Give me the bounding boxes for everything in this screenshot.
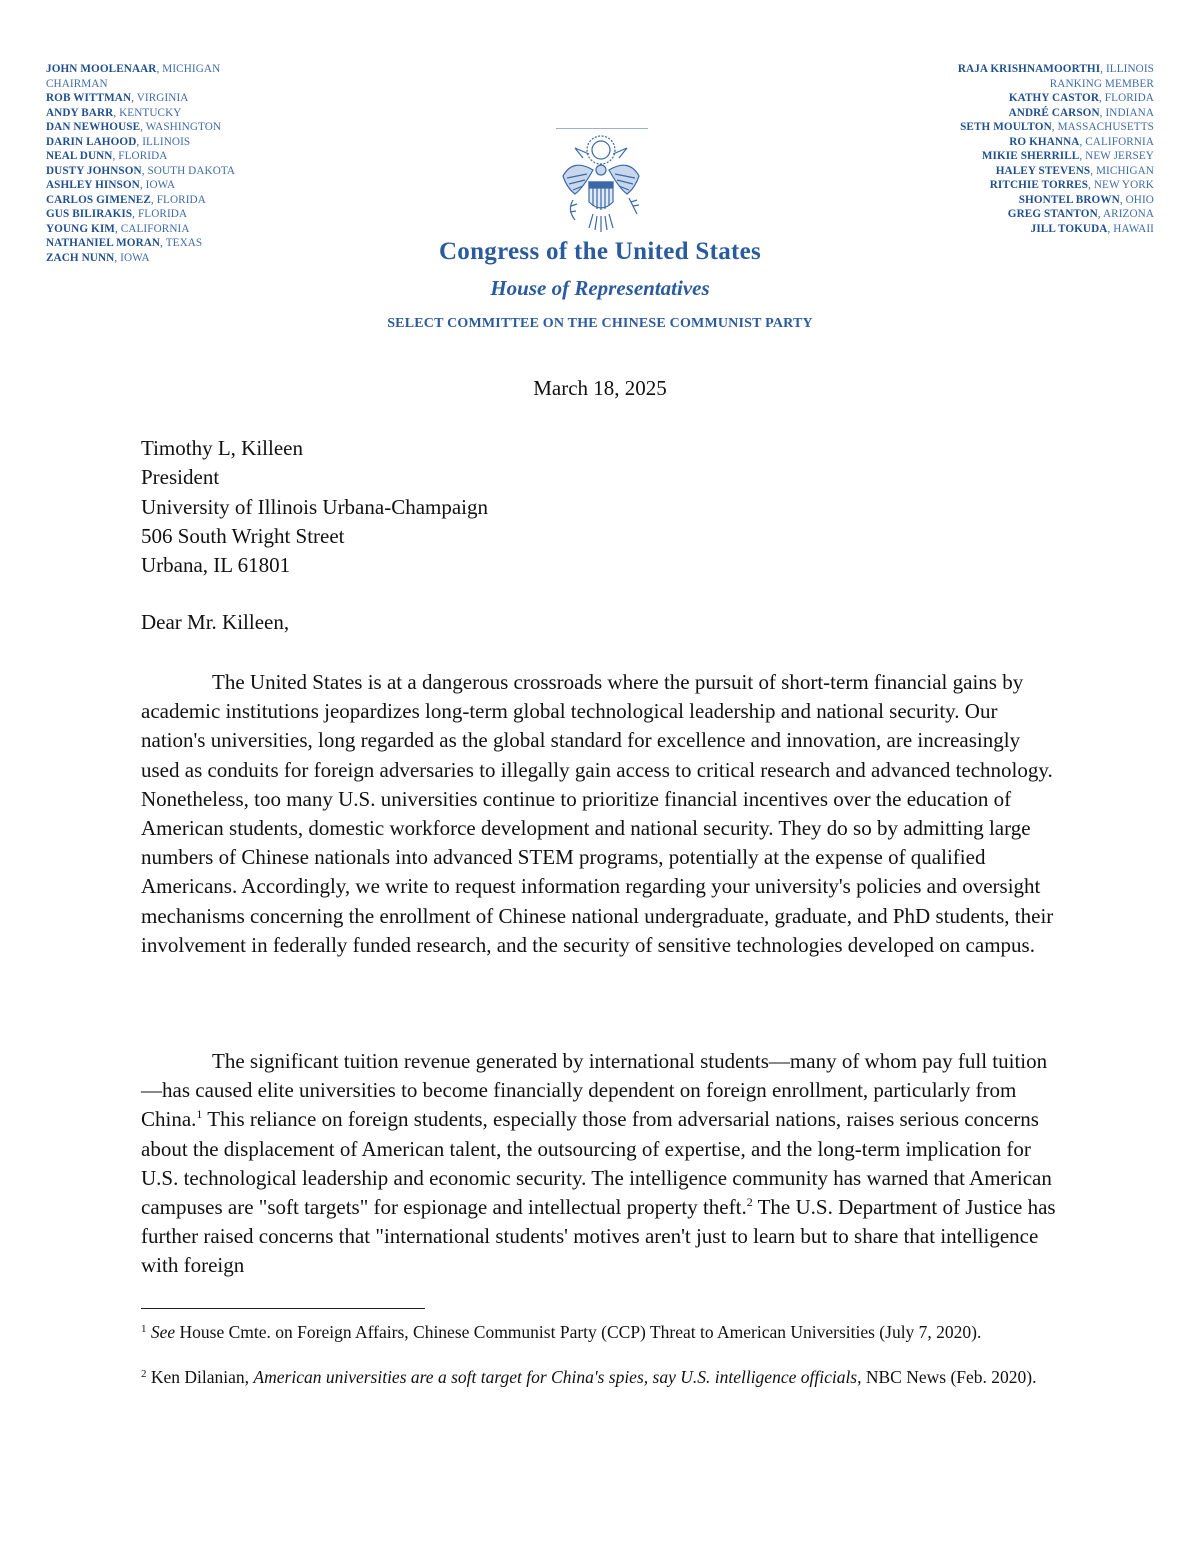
member-name: ROB WITTMAN bbox=[46, 92, 132, 104]
member-entry bbox=[958, 222, 1154, 237]
member-state: , IOWA bbox=[114, 251, 150, 264]
member-state: , ILLINOIS bbox=[136, 135, 191, 148]
member-name: JOHN MOOLENAAR bbox=[46, 63, 157, 75]
recipient-address bbox=[141, 434, 488, 580]
minority-members-roster bbox=[958, 62, 1154, 236]
member-state: , OHIO bbox=[1119, 193, 1154, 206]
member-state: , SOUTH DAKOTA bbox=[141, 164, 236, 177]
paragraph-text: The significant tuition revenue generated by international students—many of whom pay full tuition—has caused elite universities to become financially dependent on foreign enrollment, particularly from China. bbox=[141, 1049, 1048, 1132]
footnote-ref[interactable]: 1 bbox=[196, 1107, 203, 1122]
member-state: , KENTUCKY bbox=[113, 106, 182, 119]
address-line: University of Illinois Urbana-Champaign bbox=[141, 494, 489, 519]
member-name: DARIN LAHOOD bbox=[46, 135, 137, 148]
footnote-signal: See bbox=[150, 1322, 176, 1342]
member-name: KATHY CASTOR bbox=[1008, 92, 1100, 104]
member-entry bbox=[46, 77, 235, 92]
member-entry bbox=[46, 222, 235, 237]
member-state: , MICHIGAN bbox=[156, 63, 221, 75]
address-line: President bbox=[141, 465, 220, 490]
member-state: , HAWAII bbox=[1107, 222, 1154, 235]
member-state: , MICHIGAN bbox=[1090, 164, 1154, 177]
member-state: , WASHINGTON bbox=[140, 121, 222, 133]
member-entry bbox=[46, 149, 235, 164]
address-line: 506 South Wright Street bbox=[141, 523, 345, 548]
member-entry bbox=[958, 178, 1154, 193]
footnote bbox=[141, 1366, 1051, 1389]
member-state: , VIRGINIA bbox=[131, 92, 189, 104]
committee-name: SELECT COMMITTEE ON THE CHINESE COMMUNIST PARTY bbox=[387, 316, 813, 331]
great-seal-eagle-icon bbox=[553, 128, 649, 236]
member-name: YOUNG KIM bbox=[46, 222, 115, 235]
member-name: ZACH NUNN bbox=[46, 251, 115, 264]
member-role: CHAIRMAN bbox=[46, 77, 108, 90]
footnote-text: , NBC News (Feb. 2020). bbox=[857, 1367, 1037, 1387]
member-name: GREG STANTON bbox=[1007, 208, 1098, 220]
house-title: House of Representatives bbox=[490, 276, 710, 300]
member-name: CARLOS GIMENEZ bbox=[46, 193, 151, 206]
member-state: , NEW JERSEY bbox=[1079, 150, 1154, 162]
footnote-text: House Cmte. on Foreign Affairs, Chinese Communist Party (CCP) Threat to American Universities (July 7, 2020). bbox=[175, 1322, 982, 1342]
member-entry bbox=[46, 178, 235, 193]
footnote-title: American universities are a soft target for China's spies, say U.S. intelligence officials bbox=[253, 1367, 858, 1387]
member-entry bbox=[46, 164, 235, 179]
member-entry bbox=[958, 207, 1154, 222]
member-state: , FLORIDA bbox=[132, 208, 188, 220]
member-state: , ARIZONA bbox=[1097, 208, 1154, 220]
member-name: RAJA KRISHNAMOORTHI bbox=[957, 63, 1101, 75]
member-state: , TEXAS bbox=[160, 237, 203, 249]
member-state: , IOWA bbox=[139, 179, 176, 191]
majority-members-roster bbox=[46, 62, 235, 265]
member-entry bbox=[958, 193, 1154, 208]
salutation: Dear Mr. Killeen, bbox=[141, 610, 290, 634]
member-name: SHONTEL BROWN bbox=[1018, 193, 1120, 206]
member-entry bbox=[958, 62, 1154, 77]
member-name: DAN NEWHOUSE bbox=[46, 121, 141, 133]
member-entry bbox=[46, 62, 235, 77]
member-state: , FLORIDA bbox=[1099, 92, 1154, 104]
member-state: , ILLINOIS bbox=[1100, 63, 1154, 75]
body-paragraph: The United States is at a dangerous crossroads where the pursuit of short-term financial gains by academic institutions jeopardizes long-term global technological leadership and national security. Our nation's universities, long regarded as the global standard for excellence and innovation, are increasingly used as conduits for foreign adversaries to illegally gain access to critical research and advanced technology. Nonetheless, too many U.S. universities continue to prioritize financial incentives over the education of American students, domestic workforce development and national security. They do so by admitting large numbers of Chinese nationals into advanced STEM programs, potentially at the expense of qualified Americans. Accordingly, we write to request information regarding your university's policies and oversight mechanisms concerning the enrollment of Chinese national undergraduate, graduate, and PhD students, their involvement in federally funded research, and the security of sensitive technologies developed on campus. bbox=[141, 670, 1054, 957]
member-state: , INDIANA bbox=[1099, 106, 1154, 119]
member-entry bbox=[958, 149, 1154, 164]
body-paragraph bbox=[141, 1047, 1061, 1281]
member-name: HALEY STEVENS bbox=[995, 164, 1091, 177]
member-entry bbox=[46, 106, 235, 121]
footnote bbox=[141, 1321, 1051, 1344]
member-name: ANDY BARR bbox=[46, 106, 114, 119]
member-name: NATHANIEL MORAN bbox=[46, 237, 161, 249]
address-line: Timothy L, Killeen bbox=[141, 436, 303, 460]
member-name: JILL TOKUDA bbox=[1030, 222, 1108, 235]
member-entry bbox=[46, 135, 235, 150]
member-state: , CALIFORNIA bbox=[1079, 135, 1154, 148]
member-entry bbox=[958, 77, 1154, 92]
footnote-number: 2 bbox=[141, 1368, 147, 1380]
member-entry bbox=[46, 91, 235, 106]
address-line: Urbana, IL 61801 bbox=[141, 553, 291, 578]
member-state: , NEW YORK bbox=[1088, 179, 1154, 191]
footnote-author: Ken Dilanian, bbox=[146, 1367, 254, 1387]
letter-date: March 18, 2025 bbox=[533, 376, 667, 400]
member-entry bbox=[958, 120, 1154, 135]
member-state: , FLORIDA bbox=[112, 150, 168, 162]
member-name: ANDRÉ CARSON bbox=[1008, 106, 1100, 119]
paragraph-text: The U.S. Department of Justice has further raised concerns that "international students' motives aren't just to learn but to share that intelligence with foreign bbox=[141, 1195, 1056, 1278]
member-entry bbox=[46, 120, 235, 135]
congress-title: Congress of the United States bbox=[438, 238, 762, 265]
member-state: , CALIFORNIA bbox=[114, 222, 190, 235]
footnote-ref[interactable]: 2 bbox=[746, 1195, 753, 1210]
member-entry bbox=[958, 106, 1154, 121]
member-name: RITCHIE TORRES bbox=[989, 179, 1089, 191]
member-role: RANKING MEMBER bbox=[1049, 77, 1154, 90]
footnote-separator bbox=[141, 1308, 425, 1309]
member-name: SETH MOULTON bbox=[960, 121, 1052, 133]
member-name: NEAL DUNN bbox=[46, 150, 113, 162]
member-entry bbox=[46, 193, 235, 208]
member-name: GUS BILIRAKIS bbox=[46, 208, 133, 220]
member-entry bbox=[46, 207, 235, 222]
member-state: , FLORIDA bbox=[150, 193, 206, 206]
member-state: , MASSACHUSETTS bbox=[1051, 121, 1154, 133]
member-name: DUSTY JOHNSON bbox=[46, 164, 142, 177]
paragraph-text: This reliance on foreign students, especially those from adversarial nations, raises serious concerns about the displacement of American talent, the outsourcing of expertise, and the long-term implication for U.S. technological leadership and economic security. The intelligence community has warned that American campuses are "soft targets" for espionage and intellectual property theft. bbox=[141, 1107, 1052, 1220]
member-name: RO KHANNA bbox=[1009, 135, 1080, 148]
member-entry bbox=[958, 91, 1154, 106]
member-entry bbox=[958, 164, 1154, 179]
member-name: ASHLEY HINSON bbox=[46, 179, 140, 191]
footnote-number: 1 bbox=[141, 1323, 147, 1335]
member-entry bbox=[958, 135, 1154, 150]
member-name: MIKIE SHERRILL bbox=[981, 150, 1080, 162]
